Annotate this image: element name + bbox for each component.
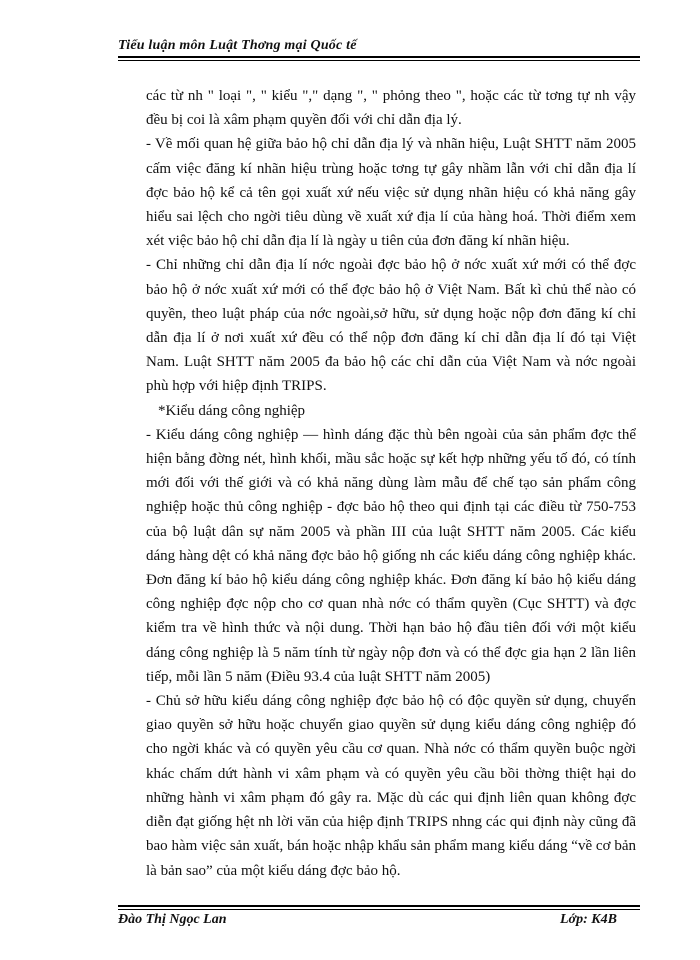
document-body: [146, 84, 636, 883]
footer-author: Đào Thị Ngọc Lan: [118, 912, 227, 927]
paragraph-trademark-relation: - Về mối quan hệ giữa bảo hộ chỉ dẫn địa lý và nhãn hiệu, Luật SHTT năm 2005 cấm việc đăng kí nhãn hiệu trùng hoặc tơng tự gây nhầm lẫn với chỉ dẫn địa lí đợc bảo hộ kể cả tên gọi xuất xứ nếu việc sử dụng nhãn hiệu có khả năng gây hiểu sai lệch cho ngời tiêu dùng về xuất xứ địa lí của hàng hoá. Thời điểm xem xét việc bảo hộ chỉ dẫn địa lí là ngày u tiên của đơn đăng kí nhãn hiệu.: [146, 136, 636, 250]
paragraph-industrial-design-rights: - Chủ sở hữu kiểu dáng công nghiệp đợc bảo hộ có độc quyền sử dụng, chuyển giao quyền sở hữu hoặc chuyển giao quyền sử dụng kiểu dáng công nghiệp đó cho ngời khác và có quyền yêu cầu cơ quan. Nhà nớc có thẩm quyền buộc ngời khác chấm dứt hành vi xâm phạm và có quyền yêu cầu bồi thờng thiệt hại do những hành vi xâm phạm đó gây ra. Mặc dù các qui định liên quan không đợc diễn đạt giống hệt nh lời văn của hiệp định TRIPS nhng các qui định này cũng đã bao hàm việc sản xuất, bán hoặc nhập khẩu sản phẩm mang kiểu dáng “về cơ bản là bản sao” của một kiểu dáng đợc bảo hộ.: [146, 693, 636, 879]
section-heading-industrial-design: *Kiểu dáng công nghiệp: [158, 402, 306, 419]
footer-class: Lớp: K4B: [560, 912, 617, 927]
footer-rule-thin: [118, 909, 640, 910]
paragraph-industrial-design-definition: - Kiểu dáng công nghiệp — hình dáng đặc thù bên ngoài của sản phẩm đợc thể hiện bằng đờng nét, hình khối, mầu sắc hoặc sự kết hợp những yếu tố đó, có tính mới đối với thế giới và có khả năng dùng làm mẫu để chế tạo sản phẩm công nghiệp hoặc thủ công nghiệp - đợc bảo hộ theo qui định tại các điều từ 750-753 của bộ luật dân sự năm 2005 và phần III của luật SHTT năm 2005. Các kiểu dáng hàng dệt có khả năng đợc bảo hộ giống nh các kiểu dáng công nghiệp khác. Đơn đăng kí bảo hộ kiểu dáng công nghiệp khác. Đơn đăng kí bảo hộ kiểu dáng công nghiệp đợc nộp cho cơ quan nhà nớc có thẩm quyền (Cục SHTT) và đợc kiểm tra về hình thức và nội dung. Thời hạn bảo hộ đầu tiên đối với một kiểu dáng công nghiệp là 5 năm tính từ ngày nộp đơn và có thể đợc gia hạn 2 lần liên tiếp, mỗi lần 5 năm (Điều 93.4 của luật SHTT năm 2005): [146, 426, 636, 685]
footer-rule: [118, 905, 640, 907]
running-header-title: Tiểu luận môn Luật Thơng mại Quốc tế: [118, 38, 357, 53]
header-rule-thin: [118, 60, 640, 61]
header-rule: [118, 56, 640, 58]
paragraph-continuation: các từ nh " loại ", " kiểu "," dạng ", " phỏng theo ", hoặc các từ tơng tự nh vậy đều bị coi là xâm phạm quyền đối với chỉ dẫn địa lý.: [146, 88, 636, 129]
paragraph-foreign-geo-indications: - Chỉ những chỉ dẫn địa lí nớc ngoài đợc bảo hộ ở nớc xuất xứ mới có thể đợc bảo hộ ở nớc xuất xứ mới có thể đợc bảo hộ ở Việt Nam. Bất kì chủ thể nào có quyền, theo luật pháp của nớc ngoài,sở hữu, sử dụng hoặc nộp đơn đăng kí chỉ dẫn địa lí ở nơi xuất xứ đều có thể nộp đơn đăng kí chỉ dẫn địa lí đó tại Việt Nam. Luật SHTT năm 2005 đa bảo hộ các chỉ dẫn của Việt Nam và nớc ngoài phù hợp với hiệp định TRIPS.: [146, 257, 636, 395]
